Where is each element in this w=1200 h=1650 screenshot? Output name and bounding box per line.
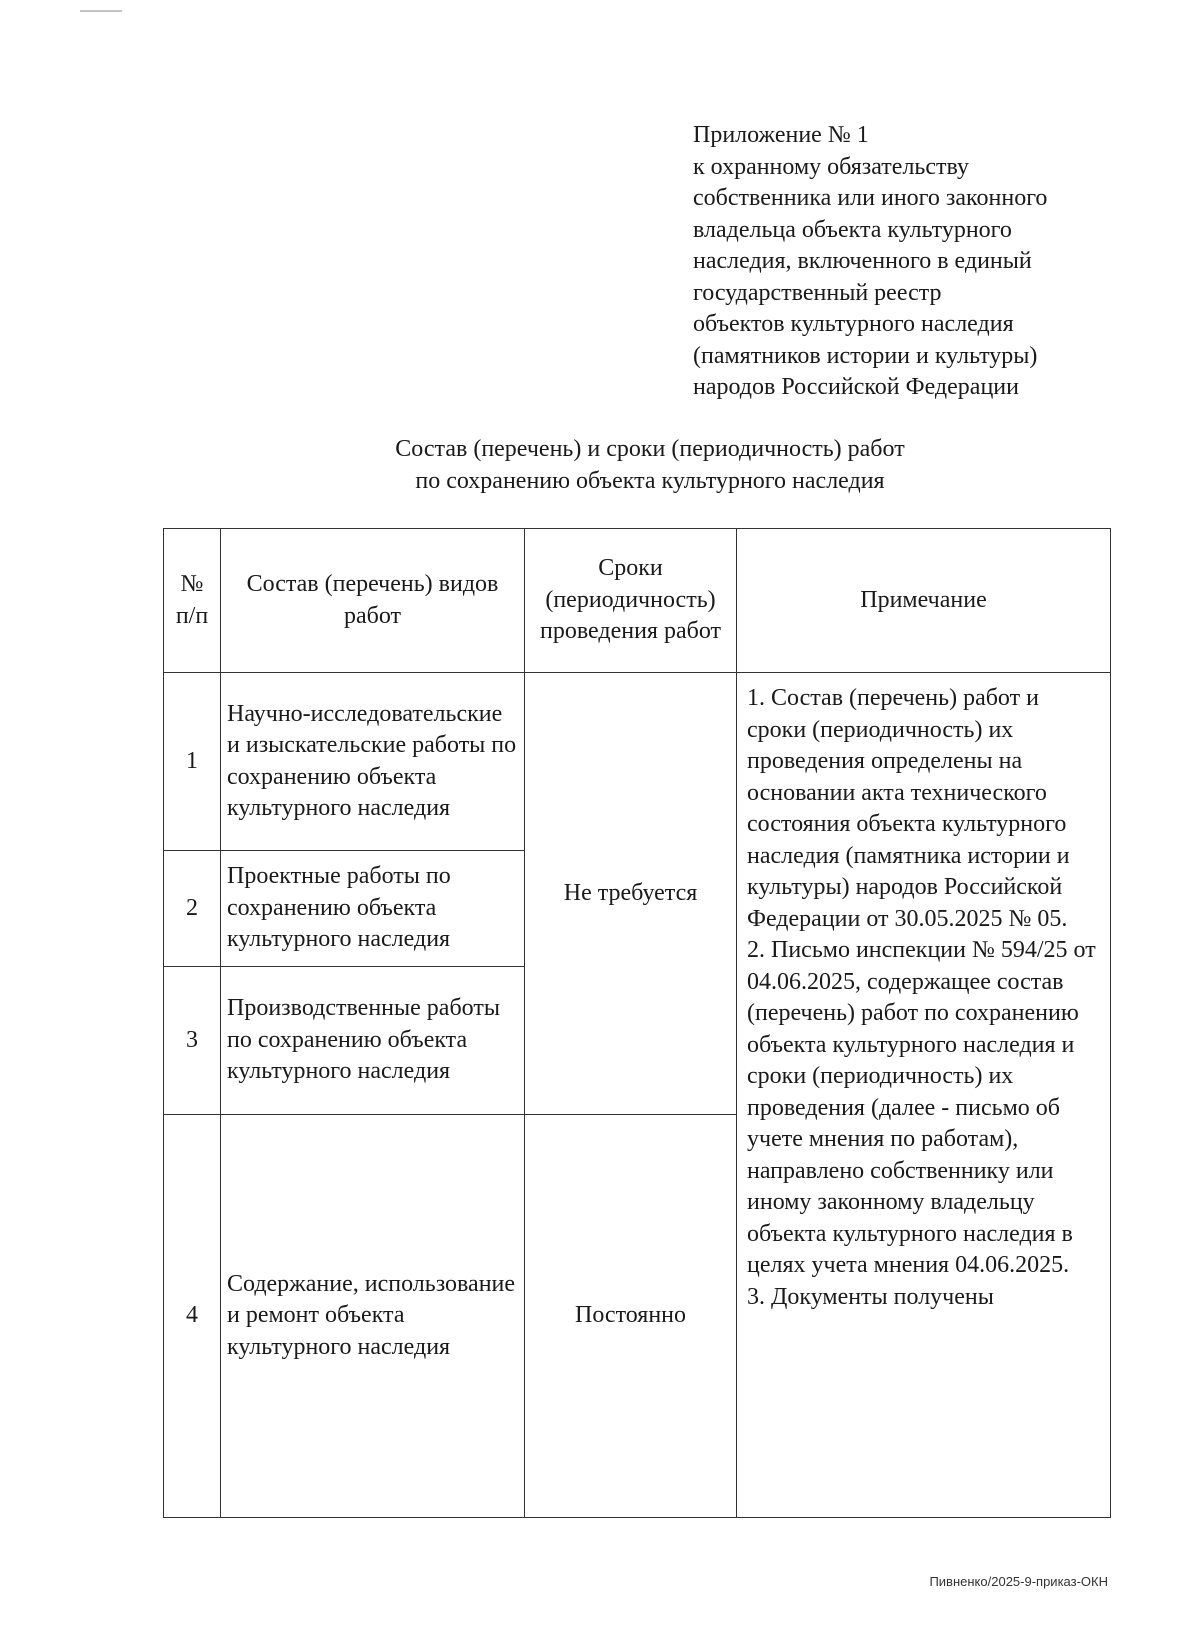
row-work: Научно-исследовательские и изыскательские работы по сохранению объекта культурного наследия	[221, 673, 525, 851]
appendix-line: к охранному обязательству	[693, 153, 970, 180]
appendix-header	[693, 120, 1163, 404]
appendix-line: владельца объекта культурного	[693, 216, 1012, 243]
row-work: Содержание, использование и ремонт объекта культурного наследия	[221, 1115, 525, 1518]
appendix-line: объектов культурного наследия	[693, 311, 1014, 337]
title-line-1: Состав (перечень) и сроки (периодичность) работ	[395, 436, 905, 462]
schedule-not-required: Не требуется	[525, 673, 737, 1115]
header-number: № п/п	[164, 529, 221, 673]
table-row	[164, 673, 1111, 851]
title-line-2: по сохранению объекта культурного наследия	[415, 468, 885, 494]
appendix-line: Приложение № 1	[693, 122, 869, 148]
row-number: 1	[164, 673, 221, 851]
schedule-permanent: Постоянно	[525, 1115, 737, 1518]
row-number: 3	[164, 967, 221, 1115]
appendix-line: (памятников истории и культуры)	[693, 342, 1038, 369]
row-number: 4	[164, 1115, 221, 1518]
document-footer-code: Пивненко/2025-9-приказ-ОКН	[929, 1574, 1108, 1589]
table-header-row	[164, 529, 1111, 673]
header-work-types: Состав (перечень) видов работ	[221, 529, 525, 673]
row-work: Производственные работы по сохранению объекта культурного наследия	[221, 967, 525, 1115]
row-work: Проектные работы по сохранению объекта культурного наследия	[221, 851, 525, 967]
note-cell	[737, 673, 1111, 1518]
appendix-line: наследия, включенного в единый	[693, 248, 1032, 274]
note-item-3: 3. Документы получены	[747, 1283, 994, 1310]
appendix-line: собственника или иного законного	[693, 185, 1048, 211]
document-title	[150, 433, 1150, 497]
note-item-1: 1. Состав (перечень) работ и сроки (периодичность) их проведения определены на основании акта технического состояния объекта культурного наследия (памятника истории и культуры) народов Российской Федерации от 30.05.2025 № 05.	[747, 685, 1070, 932]
note-item-2: 2. Письмо инспекции № 594/25 от 04.06.2025, содержащее состав (перечень) работ по сохранению объекта культурного наследия и сроки (периодичность) их проведения (далее - письмо об учете мнения по работам), направлено собственнику или иному законному владельцу объекта культурного наследия в целях учета мнения 04.06.2025.	[747, 937, 1096, 1278]
works-table	[163, 528, 1111, 1518]
appendix-line: государственный реестр	[693, 279, 942, 306]
row-number: 2	[164, 851, 221, 967]
header-schedule: Сроки (периодичность) проведения работ	[525, 529, 737, 673]
scan-artifact-line	[80, 10, 122, 12]
header-note: Примечание	[737, 529, 1111, 673]
appendix-line: народов Российской Федерации	[693, 374, 1019, 400]
